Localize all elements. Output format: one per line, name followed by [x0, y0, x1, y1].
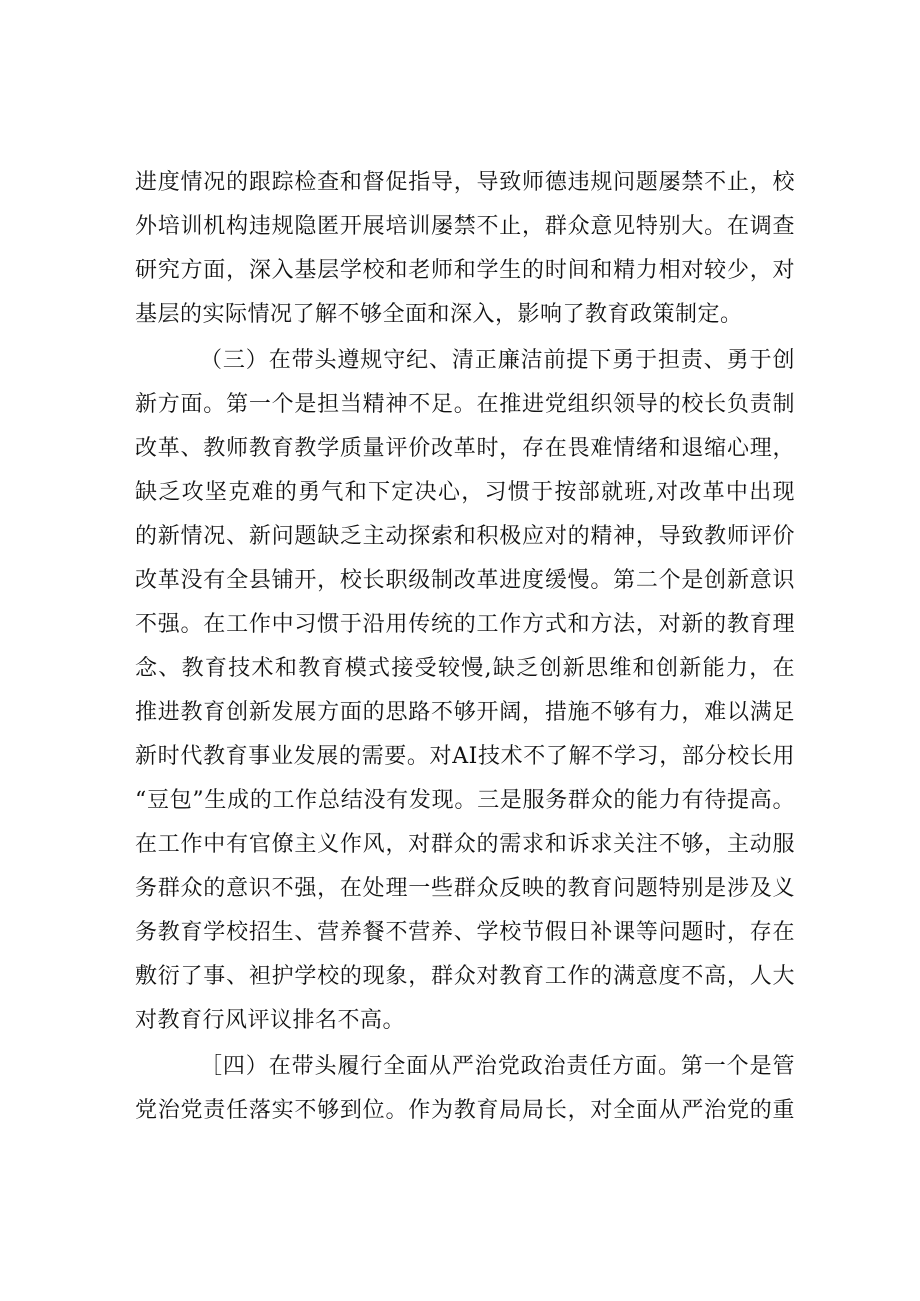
text-line: 外培训机构违规隐匿开展培训屡禁不止，群众意见特别大。在调查	[135, 214, 795, 239]
paragraph-first-line: ［四）在带头履行全面从严治党政治责任方面。第一个是管	[200, 1054, 795, 1079]
text-line: 在工作中有官僚主义作风，对群众的需求和诉求关注不够，主动服	[135, 832, 795, 857]
text-line: 基层的实际情况了解不够全面和深入，影响了教育政策制定。	[135, 302, 743, 327]
paragraph-first-line: （三）在带头遵规守纪、清正廉洁前提下勇于担责、勇于创	[200, 348, 795, 373]
text-line: 党治党责任落实不够到位。作为教育局局长，对全面从严治党的重	[135, 1098, 795, 1123]
text-line: 对教育行风评议排名不高。	[135, 1008, 406, 1033]
text-line: 新方面。第一个是担当精神不足。在推进党组织领导的校长负责制	[135, 392, 795, 417]
text-line: 务教育学校招生、营养餐不营养、学校节假日补课等问题时，存在	[135, 920, 795, 945]
text-line: 缺乏攻坚克难的勇气和下定决心，习惯于按部就班,对改革中出现	[135, 480, 795, 505]
text-line: 进度情况的跟踪检查和督促指导，导致师德违规问题屡禁不止，校	[135, 170, 795, 195]
text-line: 推进教育创新发展方面的思路不够开阔，措施不够有力，难以满足	[135, 700, 795, 725]
text-line: 改革、教师教育教学质量评价改革时，存在畏难情绪和退缩心理，	[135, 436, 795, 461]
text-line: 研究方面，深入基层学校和老师和学生的时间和精力相对较少，对	[135, 258, 795, 283]
text-line: 务群众的意识不强，在处理一些群众反映的教育问题特别是涉及义	[135, 876, 795, 901]
text-line: “豆包”生成的工作总结没有发现。三是服务群众的能力有待提高。	[135, 788, 795, 813]
text-line: 不强。在工作中习惯于沿用传统的工作方式和方法，对新的教育理	[135, 612, 795, 637]
text-line: 念、教育技术和教育模式接受较慢,缺乏创新思维和创新能力，在	[135, 656, 795, 681]
text-line: 新时代教育事业发展的需要。对AI技术不了解不学习，部分校长用	[135, 744, 795, 769]
text-line: 敷衍了事、袒护学校的现象，群众对教育工作的满意度不高，人大	[135, 964, 795, 989]
text-line: 改革没有全县铺开，校长职级制改革进度缓慢。第二个是创新意识	[135, 568, 795, 593]
text-line: 的新情况、新问题缺乏主动探索和积极应对的精神，导致教师评价	[135, 524, 795, 549]
